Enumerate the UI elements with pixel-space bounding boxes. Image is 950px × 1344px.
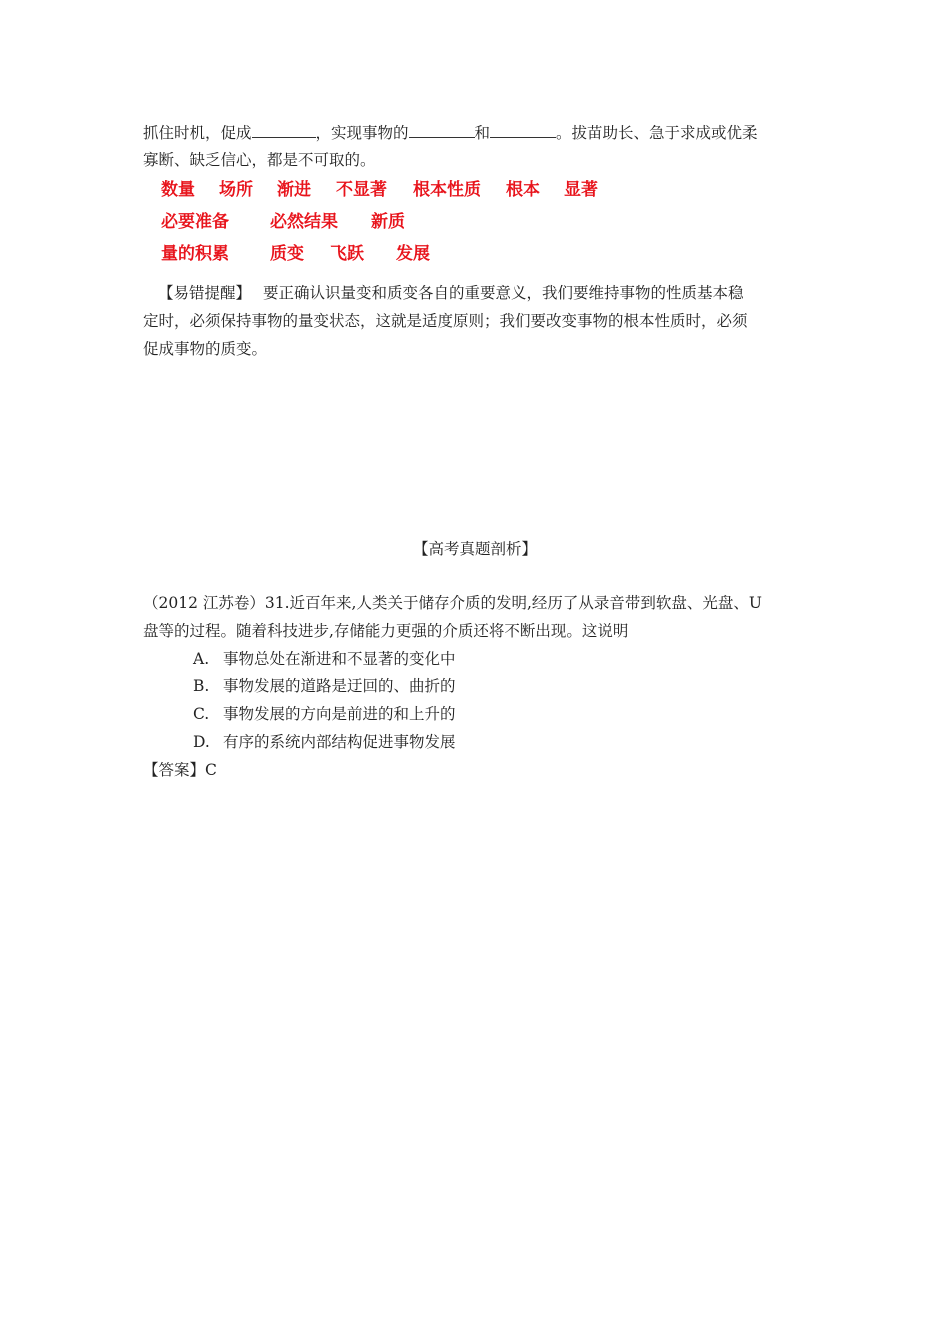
reminder-line-2: 定时，必须保持事物的量变状态，这就是适度原则；我们要改变事物的根本性质时，必须 [143, 312, 748, 330]
option-c [193, 703, 456, 725]
option-a [193, 648, 456, 670]
answer-word: 场所 [219, 180, 253, 200]
option-d [193, 731, 456, 753]
section-title: 【高考真题剖析】 [412, 540, 537, 558]
answer-word: 飞跃 [330, 244, 364, 264]
fill-blank [252, 121, 316, 138]
option-text: 事物发展的方向是前进的和上升的 [223, 705, 456, 723]
answer-word: 质变 [270, 244, 304, 264]
answer-word: 根本 [506, 180, 540, 200]
option-letter: A. [193, 650, 210, 668]
option-letter: C. [193, 705, 210, 723]
option-letter: B. [193, 677, 210, 695]
reminder-line-3: 促成事物的质变。 [143, 340, 268, 358]
answer-word: 必然结果 [270, 212, 338, 232]
paragraph-line-2: 寡断、缺乏信心，都是不可取的。 [143, 151, 376, 169]
answer-word: 发展 [396, 244, 430, 264]
answer-word: 渐进 [277, 180, 311, 200]
option-letter: D. [193, 733, 210, 751]
answer-word: 必要准备 [161, 212, 229, 232]
text-segment: 抓住时机，促成 [143, 124, 252, 142]
option-text: 事物发展的道路是迂回的、曲折的 [223, 677, 456, 695]
text-segment: 和 [474, 124, 491, 142]
option-text: 事物总处在渐进和不显著的变化中 [223, 650, 456, 668]
reminder-line-1 [158, 282, 744, 304]
text-segment: ，实现事物的 [315, 124, 409, 142]
answer-label: 【答案】 [143, 761, 206, 779]
option-text: 有序的系统内部结构促进事物发展 [223, 733, 456, 751]
answer-word: 显著 [564, 180, 598, 200]
answer-word: 新质 [371, 212, 405, 232]
question-line-2: 盘等的过程。随着科技进步,存储能力更强的介质还将不断出现。这说明 [143, 622, 629, 640]
reminder-text: 要正确认识量变和质变各自的重要意义，我们要维持事物的性质基本稳 [263, 284, 744, 302]
question-line-1: （2012 江苏卷）31.近百年来,人类关于储存介质的发明,经历了从录音带到软盘、光盘、U [143, 594, 762, 612]
answer-word: 根本性质 [413, 180, 481, 200]
reminder-label: 【易错提醒】 [158, 284, 252, 302]
answer-line [143, 759, 217, 781]
answer-word: 数量 [161, 180, 195, 200]
answer-value: C [205, 761, 217, 779]
paragraph-line-1 [143, 121, 758, 144]
answer-word: 不显著 [336, 180, 387, 200]
option-b [193, 675, 456, 697]
answer-word: 量的积累 [161, 244, 229, 264]
fill-blank [409, 121, 475, 138]
fill-blank [490, 121, 556, 138]
text-segment: 。拔苗助长、急于求成或优柔 [556, 124, 758, 142]
